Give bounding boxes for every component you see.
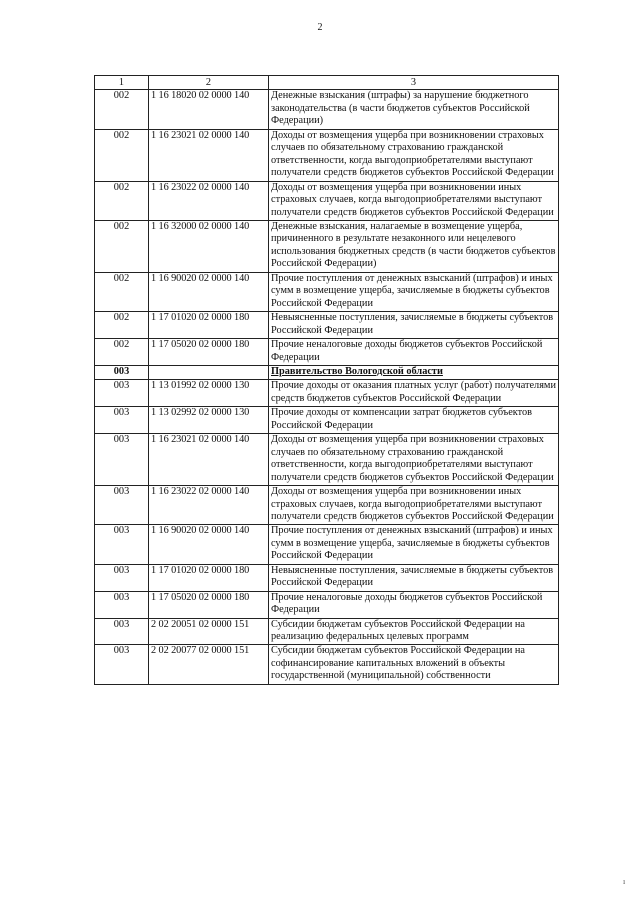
revenue-code-cell: 1 16 90020 02 0000 140 (149, 272, 269, 311)
admin-code-cell: 002 (95, 339, 149, 366)
scan-mark: ı (623, 877, 626, 886)
table-row (95, 591, 559, 618)
revenue-name-cell: Доходы от возмещения ущерба при возникновении страховых случаев по обязательному страхованию гражданской ответственности, когда выгодоприобретателями выступают получатели средств бюджетов субъектов Российской Федерации (269, 129, 559, 181)
revenue-name-cell: Правительство Вологодской области (269, 365, 559, 379)
admin-code-cell: 003 (95, 407, 149, 434)
revenue-code-cell: 1 17 01020 02 0000 180 (149, 564, 269, 591)
admin-code-cell: 003 (95, 434, 149, 486)
table-row (95, 272, 559, 311)
table-row (95, 181, 559, 220)
revenue-name-cell: Денежные взыскания (штрафы) за нарушение бюджетного законодательства (в части бюджетов субъектов Российской Федерации) (269, 90, 559, 129)
revenue-name-cell: Субсидии бюджетам субъектов Российской Федерации на реализацию федеральных целевых программ (269, 618, 559, 645)
revenue-code-cell: 1 17 05020 02 0000 180 (149, 591, 269, 618)
table-row (95, 90, 559, 129)
revenue-name-cell: Прочие неналоговые доходы бюджетов субъектов Российской Федерации (269, 591, 559, 618)
table-row (95, 645, 559, 684)
header-row (95, 76, 559, 90)
admin-code-cell: 003 (95, 365, 149, 379)
revenue-name-cell: Доходы от возмещения ущерба при возникновении иных страховых случаев, когда выгодоприобретателями выступают получатели средств бюджетов субъектов Российской Федерации (269, 486, 559, 525)
table-row (95, 380, 559, 407)
column-header-2: 2 (149, 76, 269, 90)
revenue-name-cell: Доходы от возмещения ущерба при возникновении страховых случаев по обязательному страхованию гражданской ответственности, когда выгодоприобретателями выступают получатели средств бюджетов субъектов Российской Федерации (269, 434, 559, 486)
table-row (95, 434, 559, 486)
admin-code-cell: 002 (95, 90, 149, 129)
admin-code-cell: 003 (95, 591, 149, 618)
admin-code-cell: 002 (95, 181, 149, 220)
admin-code-cell: 003 (95, 486, 149, 525)
admin-code-cell: 003 (95, 380, 149, 407)
table-row (95, 486, 559, 525)
revenue-code-cell: 1 16 90020 02 0000 140 (149, 525, 269, 564)
revenue-code-cell: 1 16 23022 02 0000 140 (149, 486, 269, 525)
revenue-code-cell: 1 16 23021 02 0000 140 (149, 129, 269, 181)
revenue-code-cell: 1 13 01992 02 0000 130 (149, 380, 269, 407)
page-number: 2 (317, 22, 323, 33)
revenue-code-cell: 1 17 01020 02 0000 180 (149, 312, 269, 339)
revenue-name-cell: Субсидии бюджетам субъектов Российской Федерации на софинансирование капитальных вложений в объекты государственной (муниципальной) собственности (269, 645, 559, 684)
revenue-code-cell: 1 16 23021 02 0000 140 (149, 434, 269, 486)
admin-code-cell: 002 (95, 312, 149, 339)
revenue-code-cell: 2 02 20077 02 0000 151 (149, 645, 269, 684)
revenue-name-cell: Невыясненные поступления, зачисляемые в бюджеты субъектов Российской Федерации (269, 312, 559, 339)
revenue-name-cell: Денежные взыскания, налагаемые в возмещение ущерба, причиненного в результате незаконного или нецелевого использования бюджетных средств (в части бюджетов субъектов Российской Федерации) (269, 220, 559, 272)
revenue-name-cell: Прочие доходы от оказания платных услуг (работ) получателями средств бюджетов субъектов Российской Федерации (269, 380, 559, 407)
revenue-name-cell: Прочие поступления от денежных взысканий (штрафов) и иных сумм в возмещение ущерба, зачисляемые в бюджеты субъектов Российской Федерации (269, 525, 559, 564)
table-row (95, 618, 559, 645)
table-row (95, 564, 559, 591)
revenue-name-cell: Невыясненные поступления, зачисляемые в бюджеты субъектов Российской Федерации (269, 564, 559, 591)
revenue-code-cell (149, 365, 269, 379)
revenue-code-cell: 2 02 20051 02 0000 151 (149, 618, 269, 645)
table-row (95, 407, 559, 434)
admin-code-cell: 003 (95, 564, 149, 591)
table-row (95, 129, 559, 181)
table-row (95, 339, 559, 366)
section-header-row (95, 365, 559, 379)
table-header (95, 76, 559, 90)
revenue-name-cell: Прочие неналоговые доходы бюджетов субъектов Российской Федерации (269, 339, 559, 366)
revenue-code-cell: 1 16 23022 02 0000 140 (149, 181, 269, 220)
table-row (95, 312, 559, 339)
admin-code-cell: 002 (95, 129, 149, 181)
revenue-code-cell: 1 13 02992 02 0000 130 (149, 407, 269, 434)
budget-revenue-table (94, 75, 559, 685)
revenue-name-cell: Прочие доходы от компенсации затрат бюджетов субъектов Российской Федерации (269, 407, 559, 434)
revenue-name-cell: Прочие поступления от денежных взысканий (штрафов) и иных сумм в возмещение ущерба, зачисляемые в бюджеты субъектов Российской Федерации (269, 272, 559, 311)
admin-code-cell: 003 (95, 525, 149, 564)
revenue-code-cell: 1 16 18020 02 0000 140 (149, 90, 269, 129)
admin-code-cell: 003 (95, 645, 149, 684)
revenue-code-cell: 1 16 32000 02 0000 140 (149, 220, 269, 272)
column-header-1: 1 (95, 76, 149, 90)
table-row (95, 220, 559, 272)
revenue-code-cell: 1 17 05020 02 0000 180 (149, 339, 269, 366)
table-row (95, 525, 559, 564)
admin-code-cell: 002 (95, 272, 149, 311)
column-header-3: 3 (269, 76, 559, 90)
revenue-name-cell: Доходы от возмещения ущерба при возникновении иных страховых случаев, когда выгодоприобретателями выступают получатели средств бюджетов субъектов Российской Федерации (269, 181, 559, 220)
admin-code-cell: 002 (95, 220, 149, 272)
table-body (95, 90, 559, 684)
admin-code-cell: 003 (95, 618, 149, 645)
